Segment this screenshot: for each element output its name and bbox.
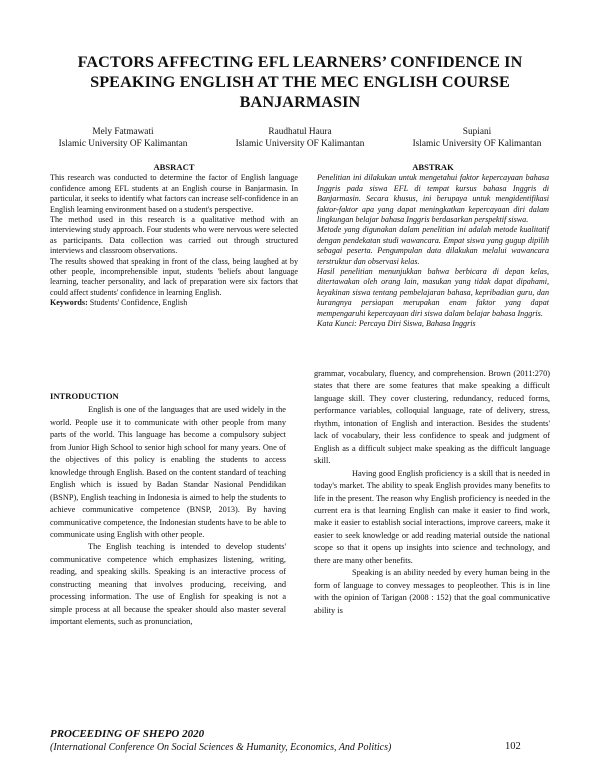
page-number: 102 (505, 741, 521, 752)
abstract-paragraph: This research was conducted to determine the factor of English language confidence among EFL students at an English course in Banjarmasin. In particular, it seeks to identify what factors can increase self-confidence in an English learning environment based on a student's perspective. (50, 173, 298, 214)
abstract-english (50, 162, 298, 309)
abstract-indonesian (317, 162, 549, 330)
author-2 (205, 126, 395, 150)
footer-proceeding-title: PROCEEDING OF SHEPO 2020 (50, 728, 205, 740)
body-column-right (314, 368, 550, 617)
abstrak-paragraph: Penelitian ini dilakukan untuk mengetahui faktor kepercayaan bahasa Inggris pada siswa EFL di tempat kursus bahasa Inggris di Banjarmasin. Secara khusus, ini berupaya untuk mengidentifikasi faktor-faktor apa yang dapat meningkatkan kepercayaan diri dalam lingkungan belajar bahasa Inggris berdasarkan perspektif siswa. (317, 173, 549, 225)
keywords-label: Keywords: (50, 298, 88, 308)
body-paragraph: English is one of the languages that are used widely in the world. People use it to communicate with other people from many parts of the world. This language has become a compulsory subject from Junior High School to senior high school for many years. One of the objectives of this policy is enabling the students to access knowledge through English. Based on the content standard of teaching English which is issued by Badan Standar Nasional Pendidikan (BSNP), English teaching in Indonesia is aimed to help the students to achieve communicative competence (BNSP, 2013). By having communicative competence, the Indonesian students have to be able to communicate using English with other people. (50, 405, 286, 539)
keywords-text: Students' Confidence, English (87, 298, 188, 308)
page-footer (50, 727, 550, 755)
abstract-heading: ABSRACT (153, 162, 195, 172)
body-column-left (50, 390, 286, 629)
section-heading-introduction: INTRODUCTION (50, 391, 119, 401)
author-name: Raudhatul Haura (268, 127, 332, 137)
keywords (50, 298, 298, 308)
body-paragraph: Speaking is an ability needed by every human being in the form of language to convey messages to peopleother. This is in line with the opinion of Tarigan (2008 : 152) that the goal communicative ability is (314, 568, 550, 615)
abstrak-paragraph: Hasil penelitian menunjukkan bahwa berbicara di depan kelas, ditertawakan oleh orang lain, masukan yang tidak dapat dipahami, keyakinan siswa tentang pembelajaran bahasa, kepribadian guru, dan kurangnya persiapan merupakan enam faktor yang dapat mempengaruhi kepercayaan diri siswa dalam belajar bahasa Inggris. (317, 267, 549, 318)
paper-title: FACTORS AFFECTING EFL LEARNERS’ CONFIDENCE IN SPEAKING ENGLISH AT THE MEC ENGLISH COURSE BANJARMASIN (77, 53, 523, 111)
author-affiliation: Islamic University OF Kalimantan (412, 139, 542, 149)
author-name: Supiani (462, 127, 492, 137)
author-name: Mely Fatmawati (92, 127, 154, 137)
author-1 (28, 126, 218, 150)
body-paragraph: Having good English proficiency is a skill that is needed in today's market. The ability to speak English provides many benefits to life in the present. The reason why English proficiency is needed in the current era is that learning English can make it easier to find work, make it easier to establish social interactions, improve careers, make it easier to seek knowledge or add reading material outside the national scope so that it opens up insights into science and technology, and there are many other benefits. (314, 468, 551, 565)
abstract-paragraph: The method used in this research is a qualitative method with an interviewing study approach. Four students who were nervous were selected as participants. Data collection was carried out through structured interviews and classroom observations. (50, 215, 298, 256)
author-affiliation: Islamic University OF Kalimantan (58, 139, 188, 149)
body-paragraph: grammar, vocabulary, fluency, and comprehension. Brown (2011:270) states that there are some features that make speaking a difficult language skill. They cover clustering, redundancy, reduced forms, performance variables, colloquial language, rate of delivery, stress, rhythm, intonation of English and interaction. Besides the students' lack of vocabulary, their less confidence to speak and judgment of English as a difficult subject make speaking as the difficult language skill. (314, 369, 550, 466)
author-affiliation: Islamic University OF Kalimantan (235, 139, 365, 149)
author-3 (382, 126, 572, 150)
body-paragraph: The English teaching is intended to develop students' communicative competence which emphasizes listening, writing, reading, and speaking skills. Speaking is an interactive process of constructing meaning that involves producing, receiving, and processing information. The use of English for speaking is not a simple process at all because the speaker should also master several important elements, such as pronunciation, (50, 542, 286, 627)
footer-conference-name: (International Conference On Social Sciences & Humanity, Economics, And Politics) (50, 742, 392, 753)
abstrak-heading: ABSTRAK (412, 162, 454, 172)
kata-kunci: Kata Kunci: Percaya Diri Siswa, Bahasa Inggris (317, 319, 476, 329)
abstract-paragraph: The results showed that speaking in front of the class, being laughed at by other people, incomprehensible input, students 'beliefs about language learning, teacher personality, and lack of preparation were six factors that could affect students' confidence in learning English. (50, 256, 298, 297)
abstrak-paragraph: Metode yang digunakan dalam penelitian ini adalah metode kualitatif dengan pendekatan studi wawancara. Empat siswa yang gugup dipilih sebagai peserta. Pengumpulan data dilakukan melalui wawancara terstruktur dan observasi kelas. (317, 225, 549, 266)
